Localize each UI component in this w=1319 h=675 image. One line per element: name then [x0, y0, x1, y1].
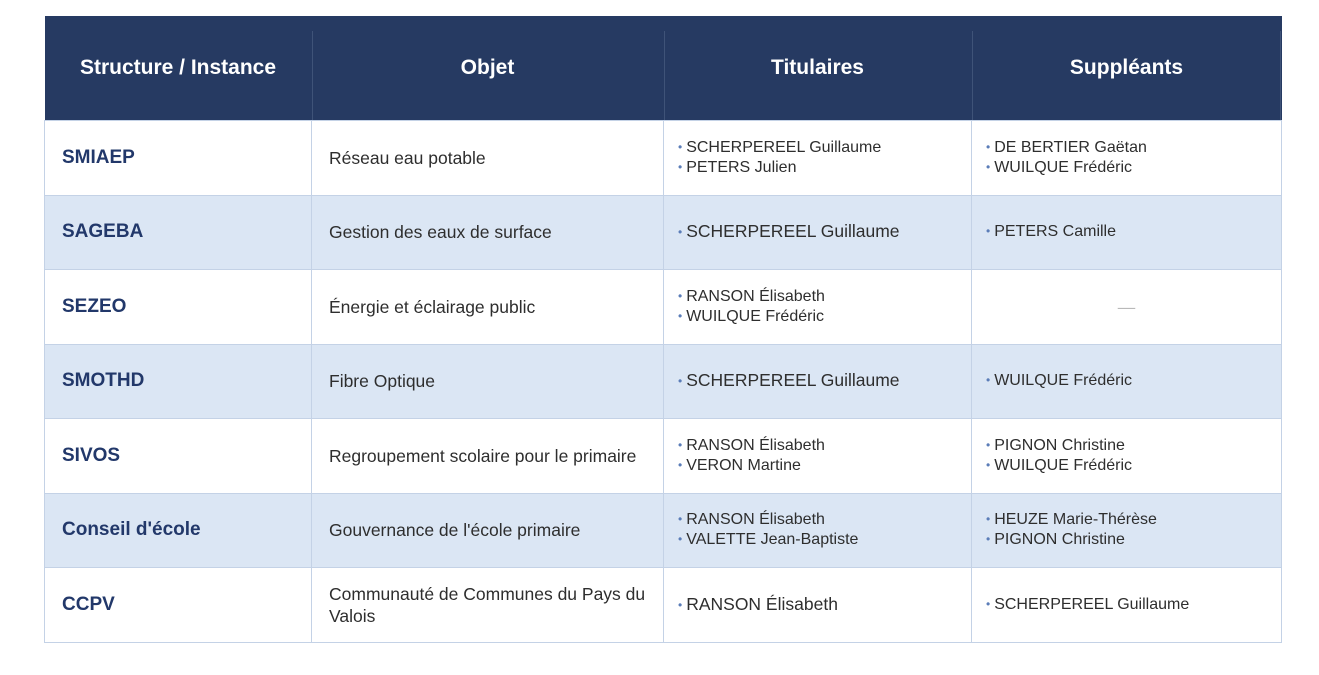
titulaire-name: RANSON Élisabeth [686, 511, 825, 529]
bullet-icon: • [678, 225, 683, 240]
titulaire-item [678, 370, 954, 392]
titulaire-name: VERON Martine [686, 456, 801, 474]
bullet-icon: • [678, 374, 683, 389]
suppleant-item [986, 456, 1264, 476]
bullet-icon: • [678, 532, 683, 547]
titulaire-item [678, 436, 954, 456]
titulaire-item [678, 221, 954, 243]
suppleant-item [986, 158, 1264, 178]
titulaire-name: SCHERPEREEL Guillaume [686, 370, 900, 391]
table-row [45, 344, 1282, 419]
bullet-icon: • [986, 437, 991, 452]
titulaire-name: SCHERPEREEL Guillaume [686, 221, 900, 242]
suppleant-item [986, 371, 1264, 391]
bullet-icon: • [986, 512, 991, 527]
suppleant-item [986, 436, 1264, 456]
objet-cell: Réseau eau potable [312, 121, 664, 196]
objet-cell: Gouvernance de l'école primaire [312, 493, 664, 568]
structure-cell: SMIAEP [45, 121, 312, 196]
titulaire-item [678, 530, 954, 550]
bullet-icon: • [678, 457, 683, 472]
suppleants-cell [972, 344, 1282, 419]
titulaire-name: WUILQUE Frédéric [686, 307, 824, 325]
bullet-icon: • [986, 373, 991, 388]
titulaires-cell [664, 270, 972, 345]
suppleant-name: SCHERPEREEL Guillaume [994, 595, 1190, 613]
titulaire-name: SCHERPEREEL Guillaume [686, 138, 882, 156]
bullet-icon: • [986, 532, 991, 547]
objet-cell: Fibre Optique [312, 344, 664, 419]
structure-cell: SIVOS [45, 419, 312, 494]
suppleant-item [986, 222, 1264, 242]
suppleant-name: PIGNON Christine [994, 531, 1125, 549]
header-suppleants: Suppléants [972, 16, 1282, 121]
table-body [45, 121, 1282, 643]
structure-cell: SMOTHD [45, 344, 312, 419]
header-titulaires: Titulaires [664, 16, 972, 121]
titulaires-cell [664, 568, 972, 643]
bullet-icon: • [986, 457, 991, 472]
suppleants-cell [972, 568, 1282, 643]
suppleants-cell [972, 493, 1282, 568]
table-row [45, 568, 1282, 643]
bullet-icon: • [678, 512, 683, 527]
objet-cell: Regroupement scolaire pour le primaire [312, 419, 664, 494]
titulaire-name: RANSON Élisabeth [686, 287, 825, 305]
titulaires-cell [664, 344, 972, 419]
bullet-icon: • [678, 159, 683, 174]
bullet-icon: • [678, 597, 683, 612]
bullet-icon: • [986, 224, 991, 239]
suppleant-name: DE BERTIER Gaëtan [994, 138, 1147, 156]
header-row [45, 16, 1282, 121]
delegations-table-container [44, 16, 1281, 643]
suppleant-name: WUILQUE Frédéric [994, 456, 1132, 474]
suppleants-cell [972, 419, 1282, 494]
objet-cell: Énergie et éclairage public [312, 270, 664, 345]
titulaires-cell [664, 121, 972, 196]
table-row [45, 419, 1282, 494]
table-row [45, 270, 1282, 345]
titulaire-name: PETERS Julien [686, 158, 797, 176]
titulaire-name: RANSON Élisabeth [686, 593, 838, 614]
header-objet: Objet [312, 16, 664, 121]
titulaires-cell [664, 195, 972, 270]
suppleant-name: HEUZE Marie-Thérèse [994, 511, 1157, 529]
delegations-table [44, 16, 1282, 643]
bullet-icon: • [678, 288, 683, 303]
titulaire-item [678, 456, 954, 476]
titulaire-name: VALETTE Jean-Baptiste [686, 531, 859, 549]
suppleant-name: PETERS Camille [994, 223, 1117, 241]
titulaire-name: RANSON Élisabeth [686, 436, 825, 454]
titulaire-item [678, 594, 954, 616]
header-structure: Structure / Instance [45, 16, 312, 121]
suppleant-name: WUILQUE Frédéric [994, 158, 1132, 176]
titulaires-cell [664, 493, 972, 568]
suppleant-item [986, 138, 1264, 158]
suppleant-item [986, 510, 1264, 530]
bullet-icon: • [986, 139, 991, 154]
suppleant-name: WUILQUE Frédéric [994, 372, 1132, 390]
titulaires-cell [664, 419, 972, 494]
structure-cell: SAGEBA [45, 195, 312, 270]
suppleant-item [986, 595, 1264, 615]
structure-cell: SEZEO [45, 270, 312, 345]
titulaire-item [678, 158, 954, 178]
bullet-icon: • [678, 139, 683, 154]
suppleants-cell [972, 195, 1282, 270]
objet-cell: Communauté de Communes du Pays du Valois [312, 568, 664, 643]
titulaire-item [678, 138, 954, 158]
suppleants-cell [972, 121, 1282, 196]
objet-cell: Gestion des eaux de surface [312, 195, 664, 270]
table-row [45, 195, 1282, 270]
structure-cell: CCPV [45, 568, 312, 643]
suppleants-cell-empty: — [972, 270, 1282, 345]
bullet-icon: • [678, 437, 683, 452]
table-row [45, 121, 1282, 196]
table-row [45, 493, 1282, 568]
suppleant-name: PIGNON Christine [994, 436, 1125, 454]
titulaire-item [678, 287, 954, 307]
titulaire-item [678, 510, 954, 530]
bullet-icon: • [986, 159, 991, 174]
titulaire-item [678, 307, 954, 327]
table-header [45, 16, 1282, 121]
bullet-icon: • [678, 308, 683, 323]
bullet-icon: • [986, 596, 991, 611]
suppleant-item [986, 530, 1264, 550]
structure-cell: Conseil d'école [45, 493, 312, 568]
